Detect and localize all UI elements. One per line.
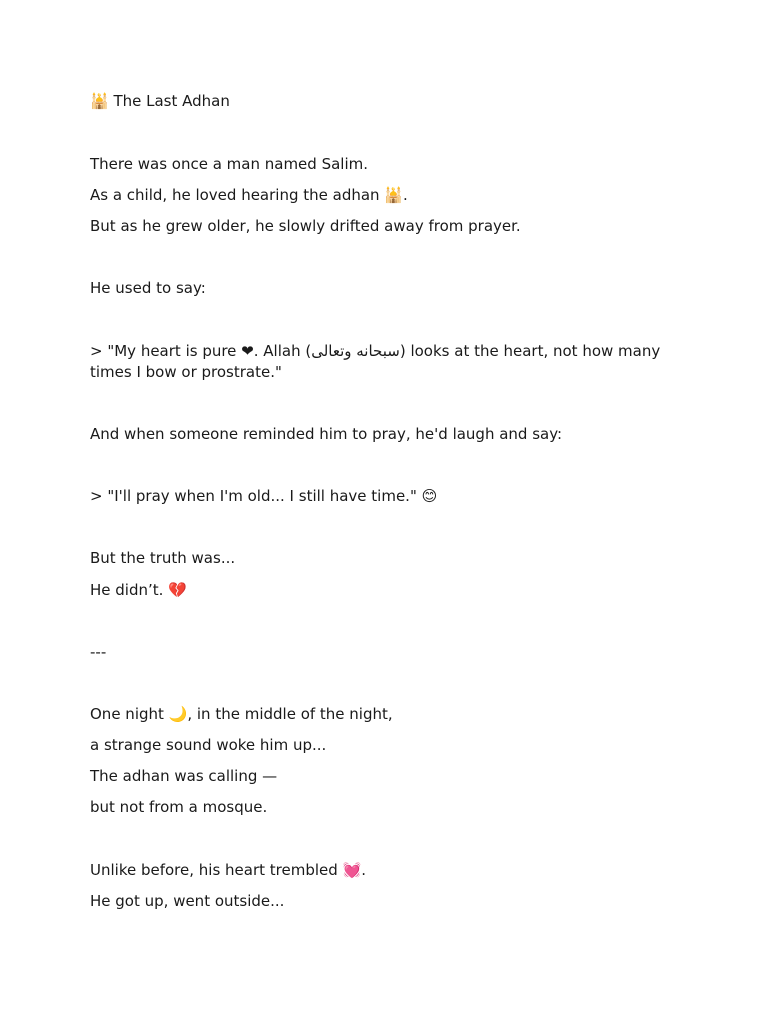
blockquote: > "I'll pray when I'm old... I still have time." 😊: [90, 487, 438, 505]
paragraph: but not from a mosque.: [90, 798, 268, 816]
paragraph: a strange sound woke him up...: [90, 736, 327, 754]
paragraph: He didn’t. 💔: [90, 581, 187, 599]
paragraph: Unlike before, his heart trembled 💓.: [90, 861, 366, 879]
section-divider: ---: [90, 643, 107, 661]
paragraph: As a child, he loved hearing the adhan 🕌.: [90, 186, 408, 204]
paragraph: But the truth was...: [90, 549, 236, 567]
document-title: 🕌 The Last Adhan: [90, 92, 230, 110]
paragraph: He used to say:: [90, 279, 206, 297]
paragraph: He got up, went outside...: [90, 892, 285, 910]
paragraph: The adhan was calling —: [90, 767, 278, 785]
paragraph: But as he grew older, he slowly drifted away from prayer.: [90, 217, 521, 235]
paragraph: And when someone reminded him to pray, he'd laugh and say:: [90, 425, 563, 443]
paragraph: One night 🌙, in the middle of the night,: [90, 705, 393, 723]
blockquote: > "My heart is pure ❤. Allah (سبحانه وتعالى) looks at the heart, not how many times I bow or prostrate.": [90, 342, 661, 381]
paragraph: There was once a man named Salim.: [90, 155, 368, 173]
